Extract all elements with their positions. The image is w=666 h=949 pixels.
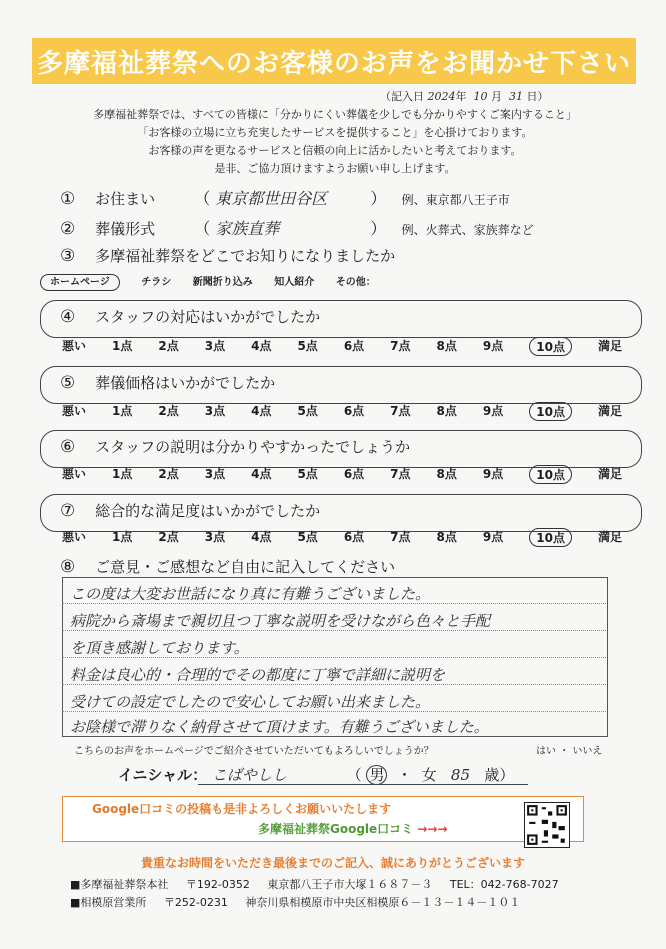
scale-point[interactable]: 8点 (436, 467, 457, 481)
scale-point[interactable]: 3点 (204, 467, 226, 481)
scale-point[interactable]: 8点 (436, 404, 457, 418)
question-explanation (60, 436, 410, 457)
scale-point-selected[interactable]: 10点 (529, 337, 572, 356)
age-unit: 歳） (484, 766, 515, 784)
question-source (60, 245, 395, 266)
intro-line: 是非、ご協力頂けますようお願い申し上げます。 (214, 162, 456, 175)
source-option-newspaper[interactable]: 新聞折り込み (192, 277, 253, 288)
scale-satisfied: 満足 (597, 467, 622, 481)
question-number: ④ (60, 307, 76, 327)
gender-female[interactable]: 女 (421, 766, 437, 784)
funeral-type-answer[interactable]: 家族直葬 (215, 219, 280, 238)
date-day: 31 (509, 90, 523, 103)
question-overall (60, 500, 320, 521)
scale-point[interactable]: 4点 (251, 530, 272, 544)
scale-point[interactable]: 4点 (251, 404, 272, 418)
comment-line: 受けての設定でしたので安心してお願い出来ました。 (70, 693, 431, 711)
intro-line: お客様の声を更なるサービスと信頼の向上に活かしたいと考えております。 (148, 144, 522, 157)
scale-satisfied: 満足 (597, 530, 622, 544)
scale-point[interactable]: 1点 (112, 404, 133, 418)
question-label: 葬儀価格はいかがでしたか (95, 374, 276, 392)
permission-question: こちらのお声をホームページでご紹介させていただいてもよろしいでしょうか？ (74, 746, 434, 757)
footer-branch (70, 894, 534, 910)
office-address: 東京都八王子市大塚１６８７－３ (267, 878, 433, 891)
initial-row (118, 764, 514, 785)
source-option-other[interactable]: その他： (335, 277, 376, 288)
comment-line: を頂き感謝しております。 (70, 639, 249, 657)
comment-line: 料金は良心的・合理的でその都度に丁寧で詳細に説明を (70, 666, 446, 684)
underline (198, 784, 528, 785)
scale-point[interactable]: 1点 (112, 530, 133, 544)
question-number: ⑤ (60, 373, 76, 393)
scale-point-selected[interactable]: 10点 (529, 402, 572, 421)
source-option-homepage[interactable]: ホームページ (40, 274, 120, 291)
scale-point[interactable]: 6点 (343, 530, 365, 544)
question-funeral-type (60, 216, 534, 239)
scale-point-selected[interactable]: 10点 (529, 528, 572, 547)
date-year: 2024 (427, 90, 456, 103)
scale-bad: 悪い (62, 530, 87, 544)
google-review-label: 多摩福祉葬祭Google口コミ (258, 822, 414, 836)
rating-scale-explanation (62, 465, 622, 484)
office-zip: 〒252-0231 (163, 896, 228, 909)
scale-point[interactable]: 8点 (436, 530, 457, 544)
rating-scale-price (62, 402, 622, 421)
intro-text (40, 106, 630, 178)
scale-point[interactable]: 5点 (297, 339, 318, 353)
scale-point[interactable]: 9点 (482, 530, 504, 544)
question-number: ⑧ (60, 557, 76, 577)
initial-label: イニシャル： (118, 766, 208, 784)
question-label: 多摩福祉葬祭をどこでお知りになりましたか (95, 247, 396, 265)
qr-code-icon[interactable] (524, 802, 570, 848)
source-option-referral[interactable]: 知人紹介 (274, 277, 315, 288)
google-review-link[interactable] (258, 820, 448, 837)
office-address: 神奈川県相模原市中央区相模原６－１３－１４－１０１ (245, 896, 521, 909)
rating-scale-overall (62, 528, 622, 547)
paren-open: （ (194, 219, 211, 238)
question-label: 総合的な満足度はいかがでしたか (95, 502, 321, 520)
scale-point[interactable]: 7点 (390, 467, 411, 481)
scale-point[interactable]: 3点 (204, 339, 226, 353)
scale-point-selected[interactable]: 10点 (529, 465, 572, 484)
office-tel: TEL：042-768-7027 (449, 878, 559, 891)
permission-options (536, 742, 602, 757)
scale-point[interactable]: 2点 (158, 404, 179, 418)
source-option-flyer[interactable]: チラシ (141, 277, 172, 288)
footer-head-office (70, 876, 573, 892)
permission-no[interactable]: いいえ (572, 746, 603, 757)
scale-point[interactable]: 4点 (251, 339, 272, 353)
comment-line: 病院から斎場まで親切且つ丁寧な説明を受けながら色々と手配 (70, 612, 491, 630)
age-value[interactable]: 85 (450, 766, 471, 784)
scale-point[interactable]: 5点 (297, 467, 318, 481)
source-options (40, 273, 394, 288)
question-label: スタッフの対応はいかがでしたか (95, 308, 321, 326)
question-number: ① (60, 189, 76, 209)
form-title-banner: 多摩福祉葬祭へのお客様のお声をお聞かせ下さい (32, 38, 636, 84)
scale-point[interactable]: 5点 (297, 530, 318, 544)
initial-value[interactable]: こばやしし (211, 766, 287, 784)
paren-close: ） (370, 219, 387, 238)
paren-open: （ (346, 766, 362, 784)
scale-point[interactable]: 9点 (482, 467, 504, 481)
scale-point[interactable]: 6点 (343, 404, 365, 418)
gender-male-selected[interactable]: 男 (366, 765, 387, 785)
scale-bad: 悪い (62, 404, 87, 418)
scale-point[interactable]: 3点 (204, 530, 226, 544)
date-month: 10 (473, 90, 488, 103)
separator: ・ (397, 766, 413, 784)
residence-answer[interactable]: 東京都世田谷区 (215, 189, 328, 208)
comment-line: この度は大変お世話になり真に有難うございました。 (70, 585, 431, 603)
separator: ・ (559, 746, 570, 757)
question-number: ③ (60, 246, 76, 266)
scale-bad: 悪い (62, 339, 87, 353)
question-number: ② (60, 219, 76, 239)
question-number: ⑥ (60, 437, 76, 457)
entry-date (380, 88, 549, 104)
example-text: 例、火葬式、家族葬など (401, 223, 534, 237)
scale-point[interactable]: 3点 (204, 404, 226, 418)
question-price (60, 372, 275, 393)
scale-point[interactable]: 6点 (343, 339, 365, 353)
scale-point[interactable]: 5点 (297, 404, 318, 418)
office-name: ■多摩福祉葬祭本社 (70, 878, 169, 891)
thanks-message: 貴重なお時間をいただき最後までのご記入、誠にありがとうございます (140, 856, 525, 870)
arrow-icon: →→→ (417, 822, 448, 836)
day-unit: 日） (526, 90, 549, 103)
scale-bad: 悪い (62, 467, 87, 481)
scale-point[interactable]: 2点 (158, 467, 179, 481)
permission-yes[interactable]: はい (536, 746, 556, 757)
year-unit: 年 (455, 90, 467, 103)
question-label: スタッフの説明は分かりやすかったでしょうか (95, 438, 411, 456)
scale-satisfied: 満足 (597, 404, 622, 418)
month-unit: 月 (491, 90, 502, 103)
question-number: ⑦ (60, 501, 76, 521)
scale-point[interactable]: 9点 (482, 339, 504, 353)
scale-satisfied: 満足 (597, 339, 622, 353)
question-label: 葬儀形式 (95, 220, 156, 238)
rating-scale-staff-response (62, 337, 622, 356)
google-review-request: Google口コミの投稿も是非よろしくお願いいたします (92, 802, 392, 816)
example-text: 例、東京都八王子市 (401, 193, 510, 207)
question-residence (60, 186, 510, 209)
scale-point[interactable]: 4点 (251, 467, 272, 481)
scale-point[interactable]: 7点 (390, 339, 411, 353)
office-name: ■相模原営業所 (70, 896, 147, 909)
scale-point[interactable]: 7点 (390, 404, 411, 418)
date-label: （記入日 (380, 90, 424, 103)
scale-point[interactable]: 6点 (343, 467, 365, 481)
question-comments (60, 556, 395, 577)
scale-point[interactable]: 7点 (390, 530, 411, 544)
scale-point[interactable]: 1点 (112, 467, 133, 481)
paren-open: （ (194, 189, 211, 208)
paren-close: ） (370, 189, 387, 208)
scale-point[interactable]: 9点 (482, 404, 504, 418)
scale-point[interactable]: 8点 (436, 339, 457, 353)
intro-line: 多摩福祉葬祭では、すべての皆様に「分かりにくい葬儀を少しでも分かりやすくご案内すること」 (93, 108, 577, 121)
scale-point[interactable]: 1点 (112, 339, 133, 353)
question-label: ご意見・ご感想など自由に記入してください (95, 558, 396, 576)
question-label: お住まい (95, 190, 156, 208)
scale-point[interactable]: 2点 (158, 530, 179, 544)
question-staff-response (60, 306, 320, 327)
office-zip: 〒192-0352 (185, 878, 250, 891)
scale-point[interactable]: 2点 (158, 339, 179, 353)
comment-line: お陰様で滞りなく納骨させて頂けます。有難うございました。 (70, 718, 489, 736)
intro-line: 「お客様の立場に立ち充実したサービスを提供すること」を心掛けております。 (137, 126, 533, 139)
